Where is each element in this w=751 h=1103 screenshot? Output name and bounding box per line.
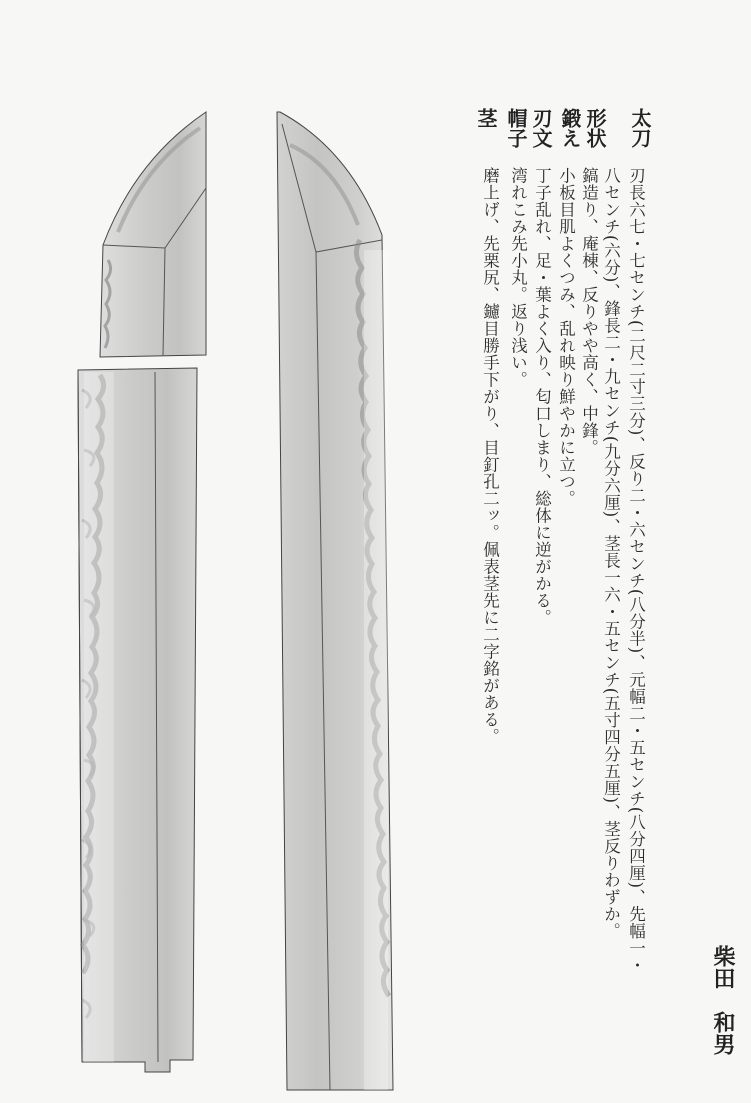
spec-text: 刃長六七・七センチ(二尺二寸三分)、反り二・六センチ(八分半)、元幅二・五センチ(八分四厘)、先幅一・ [626,167,646,974]
section-text-nakago: 磨上げ、先栗尻、鑢目勝手下がり、目釘孔二ッ。佩表茎先に二字銘がある。 [480,167,500,745]
section-text-boshi: 湾れこみ先小丸。返り浅い。 [508,167,528,388]
section-label-forging: 鍛え [558,108,582,148]
left-blade-body [78,368,197,1072]
section-label-hamon: 刃文 [529,108,553,148]
author-name: 柴田 和男 [710,945,735,1055]
section-text-hamon: 丁子乱れ、足・葉よく入り、匂口しまり、総体に逆がかる。 [532,167,552,626]
right-blade [277,112,393,1090]
section-label-boshi: 帽子 [504,108,528,148]
section-label-nakago: 茎 [474,108,498,128]
section-text-forging: 小板目肌よくつみ、乱れ映り鮮やかに立つ。 [556,167,576,507]
spec-text-continued: 八センチ(六分)、鋒長二・九センチ(九分六厘)、茎長一六・五センチ(五寸四分五厘)、茎反りわずか。 [601,167,621,940]
section-label-shape: 形状 [583,108,607,148]
entry-title: 太刀 [628,108,652,148]
section-text-shape: 鎬造り、庵棟、反りやや高く、中鋒。 [579,167,599,456]
left-blade-tip [100,112,206,357]
